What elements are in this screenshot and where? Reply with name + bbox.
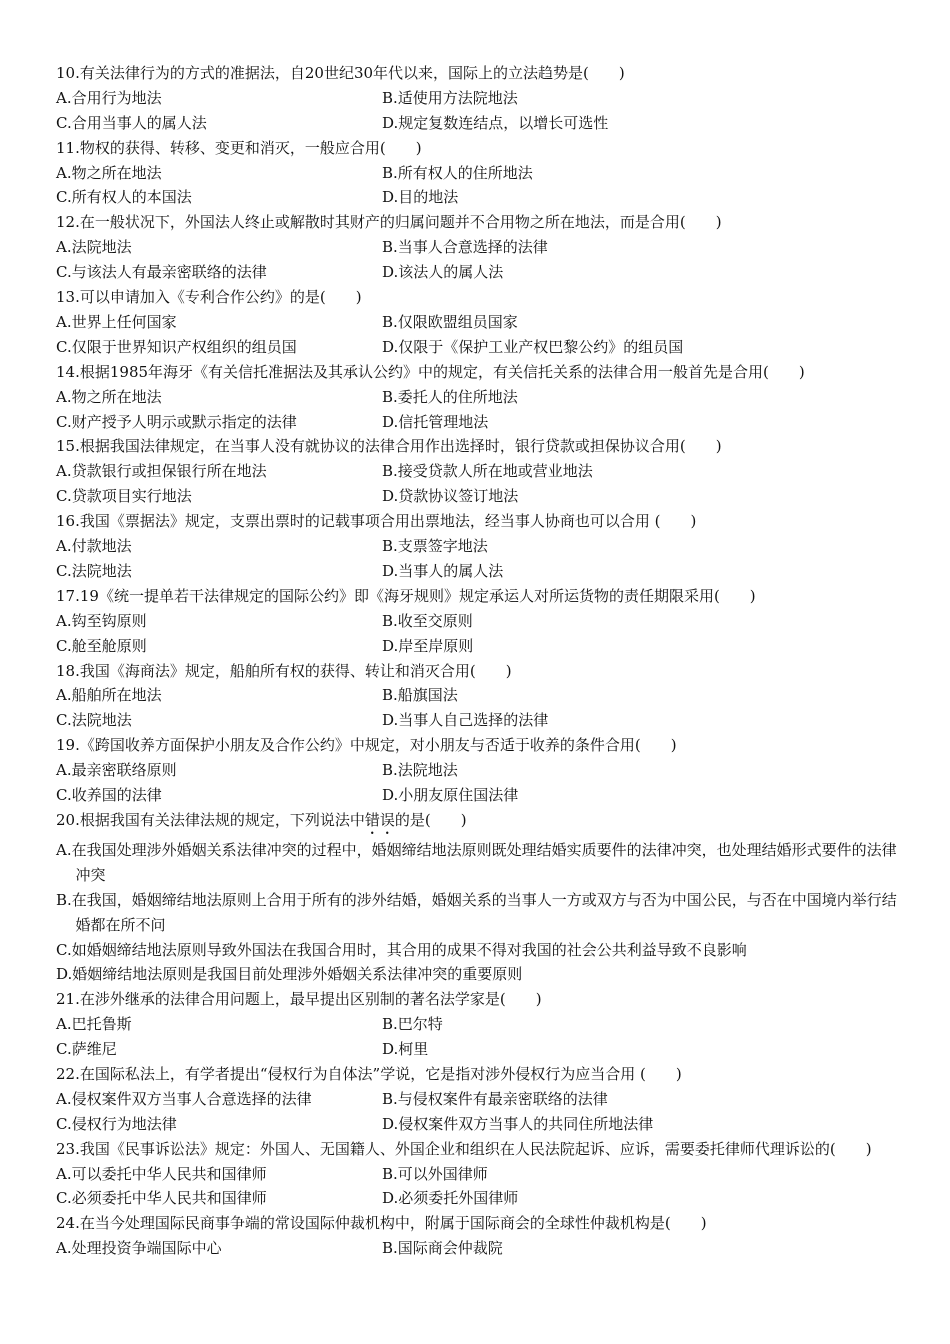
option-row — [56, 1186, 910, 1211]
option-b: B.所有权人的住所地法 — [382, 163, 533, 182]
option-d: D.柯里 — [382, 1040, 429, 1059]
question-stem: 18.我国《海商法》规定，船舶所有权的获得、转让和消灭合用( ) — [56, 661, 512, 680]
option-row — [56, 235, 910, 260]
option-b: B.委托人的住所地法 — [382, 387, 518, 406]
question-stem: 13.可以申请加入《专利合作公约》的是( ) — [56, 288, 362, 307]
option-row — [56, 111, 910, 136]
option-a: A.巴托鲁斯 — [56, 1015, 132, 1034]
option-b: B.与侵权案件有最亲密联络的法律 — [382, 1089, 608, 1108]
option-row — [56, 758, 910, 783]
option-d: D.当事人自己选择的法律 — [382, 711, 549, 730]
question-24 — [56, 1211, 910, 1261]
option-a: A.付款地法 — [56, 537, 132, 556]
option-d: D.仅限于《保护工业产权巴黎公约》的组员国 — [382, 337, 684, 356]
option-b: B.在我国，婚姻缔结地法原则上合用于所有的涉外结婚，婚姻关系的当事人一方或双方与否为中国公民，与否在中国境内举行结婚都在所不问 — [56, 890, 897, 934]
option-a: A.物之所在地法 — [56, 163, 162, 182]
option-a: A.在我国处理涉外婚姻关系法律冲突的过程中，婚姻缔结地法原则既处理结婚实质要件的法律冲突，也处理结婚形式要件的法律冲突 — [56, 840, 897, 884]
option-c: C.贷款项目实行地法 — [56, 487, 192, 506]
option-row — [56, 385, 910, 410]
option-c: C.法院地法 — [56, 711, 132, 730]
option-row — [56, 459, 910, 484]
option-d: D.必须委托外国律师 — [382, 1189, 519, 1208]
option-row — [56, 1236, 910, 1261]
question-stem — [56, 808, 910, 838]
option-b: B.巴尔特 — [382, 1015, 443, 1034]
option-row — [56, 335, 910, 360]
question-12 — [56, 210, 910, 285]
option-c: C.如婚姻缔结地法原则导致外国法在我国合用时，其合用的成果不得对我国的社会公共利益导致不良影响 — [56, 940, 747, 959]
option-c: C.合用当事人的属人法 — [56, 113, 207, 132]
option-b: B.当事人合意选择的法律 — [382, 238, 548, 257]
option-a: A.世界上任何国家 — [56, 312, 177, 331]
option-row — [56, 609, 910, 634]
question-stem: 14.根据1985年海牙《有关信托准据法及其承认公约》中的规定，有关信托关系的法律合用一般首先是合用( ) — [56, 362, 805, 381]
question-19 — [56, 733, 910, 808]
emphasized-word: 错误 — [364, 810, 395, 829]
question-stem: 15.根据我国法律规定，在当事人没有就协议的法律合用作出选择时，银行贷款或担保协议合用( ) — [56, 437, 722, 456]
option-c: C.所有权人的本国法 — [56, 188, 192, 207]
stem-text: 的是( ) — [394, 810, 467, 829]
option-d: D.当事人的属人法 — [382, 561, 504, 580]
option-a: A.船舶所在地法 — [56, 686, 162, 705]
option-d: D.信托管理地法 — [382, 412, 489, 431]
option-c: C.萨维尼 — [56, 1040, 117, 1059]
option-row — [56, 634, 910, 659]
question-21 — [56, 987, 910, 1062]
option-row — [56, 1037, 910, 1062]
option-a: A.侵权案件双方当事人合意选择的法律 — [56, 1089, 312, 1108]
option-d: D.该法人的属人法 — [382, 263, 504, 282]
option-c: C.收养国的法律 — [56, 785, 162, 804]
option-row — [56, 559, 910, 584]
option-d: D.小朋友原住国法律 — [382, 785, 519, 804]
option-c: C.仅限于世界知识产权组织的组员国 — [56, 337, 297, 356]
option-c: C.法院地法 — [56, 561, 132, 580]
stem-text: 20.根据我国有关法律法规的规定，下列说法中 — [56, 810, 365, 829]
option-b: B.收至交原则 — [382, 611, 473, 630]
option-b: B.接受贷款人所在地或营业地法 — [382, 462, 593, 481]
option-a: A.合用行为地法 — [56, 88, 162, 107]
option-a: A.贷款银行或担保银行所在地法 — [56, 462, 267, 481]
question-stem: 17.19《统一提单若干法律规定的国际公约》即《海牙规则》规定承运人对所运货物的责任期限采用( ) — [56, 586, 756, 605]
question-stem: 16.我国《票据法》规定，支票出票时的记载事项合用出票地法，经当事人协商也可以合用 ( ) — [56, 512, 697, 531]
question-13 — [56, 285, 910, 360]
option-row — [56, 86, 910, 111]
option-row — [56, 534, 910, 559]
option-d: D.贷款协议签订地法 — [382, 487, 519, 506]
question-15 — [56, 434, 910, 509]
option-c: C.与该法人有最亲密联络的法律 — [56, 263, 267, 282]
option-row — [56, 1012, 910, 1037]
question-11 — [56, 136, 910, 211]
question-stem: 21.在涉外继承的法律合用问题上，最早提出区别制的著名法学家是( ) — [56, 990, 542, 1009]
option-d: D.侵权案件双方当事人的共同住所地法律 — [382, 1114, 654, 1133]
option-b: B.船旗国法 — [382, 686, 458, 705]
question-20 — [56, 808, 910, 987]
option-d: D.目的地法 — [382, 188, 459, 207]
option-a: A.可以委托中华人民共和国律师 — [56, 1164, 267, 1183]
question-17 — [56, 584, 910, 659]
option-d: D.规定复数连结点，以增长可选性 — [382, 113, 609, 132]
option-row — [56, 708, 910, 733]
question-22 — [56, 1062, 910, 1137]
option-d: D.岸至岸原则 — [382, 636, 474, 655]
question-stem: 23.我国《民事诉讼法》规定：外国人、无国籍人、外国企业和组织在人民法院起诉、应诉，需要委托律师代理诉讼的( ) — [56, 1139, 872, 1158]
option-b: B.适使用方法院地法 — [382, 88, 518, 107]
option-a: A.钩至钩原则 — [56, 611, 147, 630]
question-stem: 22.在国际私法上，有学者提出“侵权行为自体法”学说，它是指对涉外侵权行为应当合用 ( ) — [56, 1065, 682, 1083]
question-stem: 11.物权的获得、转移、变更和消灭，一般应合用( ) — [56, 138, 422, 157]
question-stem: 10.有关法律行为的方式的准据法，自20世纪30年代以来，国际上的立法趋势是( ) — [56, 64, 625, 82]
option-row — [56, 1162, 910, 1187]
question-10 — [56, 61, 910, 136]
option-b: B.国际商会仲裁院 — [382, 1239, 503, 1258]
option-row — [56, 161, 910, 186]
option-row — [56, 783, 910, 808]
option-row — [56, 1112, 910, 1137]
question-stem: 12.在一般状况下，外国法人终止或解散时其财产的归属问题并不合用物之所在地法，而是合用( ) — [56, 213, 722, 232]
question-18 — [56, 659, 910, 734]
option-row — [56, 310, 910, 335]
question-16 — [56, 509, 910, 584]
option-c: C.必须委托中华人民共和国律师 — [56, 1189, 267, 1208]
option-a: A.法院地法 — [56, 238, 132, 257]
option-b: B.法院地法 — [382, 761, 458, 780]
question-23 — [56, 1137, 910, 1212]
option-row — [56, 1087, 910, 1112]
option-b: B.可以外国律师 — [382, 1164, 488, 1183]
option-row — [56, 683, 910, 708]
option-row — [56, 484, 910, 509]
option-a: A.处理投资争端国际中心 — [56, 1239, 222, 1258]
option-row — [56, 185, 910, 210]
option-a: A.物之所在地法 — [56, 387, 162, 406]
question-14 — [56, 360, 910, 435]
option-row — [56, 260, 910, 285]
question-stem: 24.在当今处理国际民商事争端的常设国际仲裁机构中，附属于国际商会的全球性仲裁机构是( ) — [56, 1214, 707, 1233]
option-a: A.最亲密联络原则 — [56, 761, 177, 780]
option-row — [56, 410, 910, 435]
option-c: C.侵权行为地法律 — [56, 1114, 177, 1133]
option-d: D.婚姻缔结地法原则是我国目前处理涉外婚姻关系法律冲突的重要原则 — [56, 965, 523, 984]
option-b: B.仅限欧盟组员国家 — [382, 312, 518, 331]
option-b: B.支票签字地法 — [382, 537, 488, 556]
option-c: C.财产授予人明示或默示指定的法律 — [56, 412, 297, 431]
question-stem: 19.《跨国收养方面保护小朋友及合作公约》中规定，对小朋友与否适于收养的条件合用( ) — [56, 736, 677, 755]
option-c: C.舱至舱原则 — [56, 636, 147, 655]
